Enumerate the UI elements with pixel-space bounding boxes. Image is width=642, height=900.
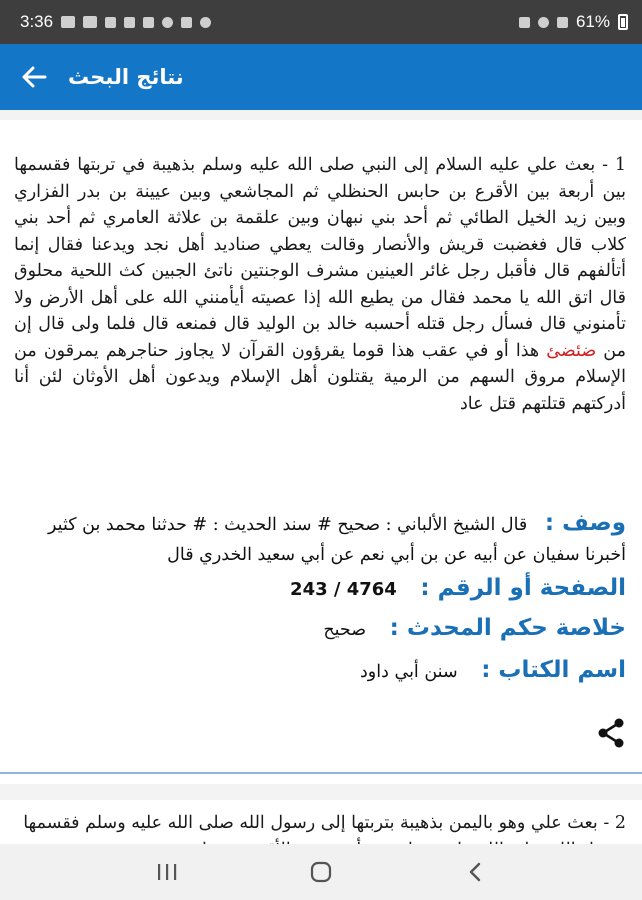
back-button[interactable] bbox=[18, 61, 50, 93]
description-label: وصف : bbox=[544, 510, 626, 536]
status-right bbox=[519, 12, 628, 32]
youtube-icon bbox=[61, 16, 75, 28]
battery-icon bbox=[618, 14, 628, 30]
ruling-label: خلاصة حكم المحدث : bbox=[389, 615, 626, 641]
app-bar bbox=[0, 44, 642, 110]
mail-icon bbox=[105, 17, 116, 28]
hadith-text[interactable]: 2 - بعث علي وهو باليمن بذهيبة بتربتها إلى رسول الله صلى الله عليه وسلم فقسمها bbox=[23, 813, 626, 833]
battery-percent: 61% bbox=[575, 12, 610, 31]
results-list[interactable] bbox=[0, 110, 642, 844]
dot-icon bbox=[200, 17, 211, 28]
share-icon bbox=[594, 716, 628, 750]
hadith-text-end: هذا أو في عقب هذا قوما يقرؤون القرآن لا يجاوز حناجرهم يمرقون من الإسلام مروق السهم من الرمية يقتلون أهل الإسلام ويدعون أهل الأوثان لئن أنا أدركتهم قتلتهم قتل عاد bbox=[14, 340, 626, 414]
page-title: نتائج البحث bbox=[68, 65, 184, 89]
status-time: 3:36 bbox=[20, 12, 54, 31]
grid-icon bbox=[181, 17, 192, 28]
book-value: سنن أبي داود bbox=[360, 662, 458, 682]
arrow-back-icon bbox=[21, 64, 47, 90]
page-number-label: الصفحة أو الرقم : bbox=[420, 575, 626, 601]
hadith-description bbox=[14, 508, 626, 570]
result-divider bbox=[0, 772, 642, 774]
home-icon bbox=[309, 860, 333, 884]
signal-icon bbox=[557, 17, 568, 28]
hadith-text-start: 1 - بعث علي عليه السلام إلى النبي صلى الله عليه وسلم بذهيبة في تربتها فقسمها بين أربعة بين الأقرع بن حابس الحنظلي ثم المجاشعي وبين عيينة بن بدر الفزاري وبين زيد الخيل الطائي ثم أحد بني نبهان وبين علقمة بن علاثة العامري ثم أحد بني كلاب قال فغضبت قريش والأنصار وقالت يعطي صناديد أهل نجد ويدعنا فقال إنما أتألفهم قال فأقبل رجل غائر العينين مشرف الوجنتين ناتئ الجبين كث اللحية محلوق قال اتق الله يا محمد فقال من يطيع الله إذا عصيته أيأمنني الله على أهل الأرض ولا تأمنوني قال فسأل رجل قتله أحسبه خالد بن الوليد قال فمنعه قال فلما ولى قال إن من bbox=[14, 155, 627, 361]
description-value: قال الشيخ الألباني : صحيح # سند الحديث : # حدثنا محمد بن كثير أخبرنا سفيان عن أبيه عن بن أبي نعم عن أبي سعيد الخدري قال bbox=[48, 515, 626, 565]
search-highlight: ضئضئ bbox=[546, 340, 597, 361]
share-button[interactable] bbox=[594, 716, 628, 750]
book-row bbox=[14, 657, 626, 683]
ruling-row bbox=[14, 615, 626, 641]
status-bar bbox=[0, 0, 642, 44]
home-button[interactable] bbox=[301, 852, 341, 892]
system-nav-bar bbox=[0, 844, 642, 900]
hadith-text[interactable] bbox=[14, 152, 626, 417]
recents-button[interactable] bbox=[147, 852, 187, 892]
status-left bbox=[20, 12, 211, 32]
wifi-icon bbox=[538, 17, 549, 28]
home-notification-icon bbox=[124, 17, 135, 28]
youtube-icon bbox=[83, 16, 97, 28]
book-label: اسم الكتاب : bbox=[481, 657, 626, 683]
page-number-row bbox=[14, 575, 626, 601]
card-icon bbox=[143, 17, 154, 28]
recents-icon bbox=[156, 862, 178, 882]
chevron-left-icon bbox=[465, 861, 485, 883]
nav-back-button[interactable] bbox=[455, 852, 495, 892]
ruling-value: صحيح bbox=[323, 620, 367, 640]
result-card bbox=[0, 120, 642, 784]
page-number-value: 243 / 4764 bbox=[290, 579, 397, 600]
mute-icon bbox=[519, 17, 530, 28]
instagram-icon bbox=[162, 17, 173, 28]
